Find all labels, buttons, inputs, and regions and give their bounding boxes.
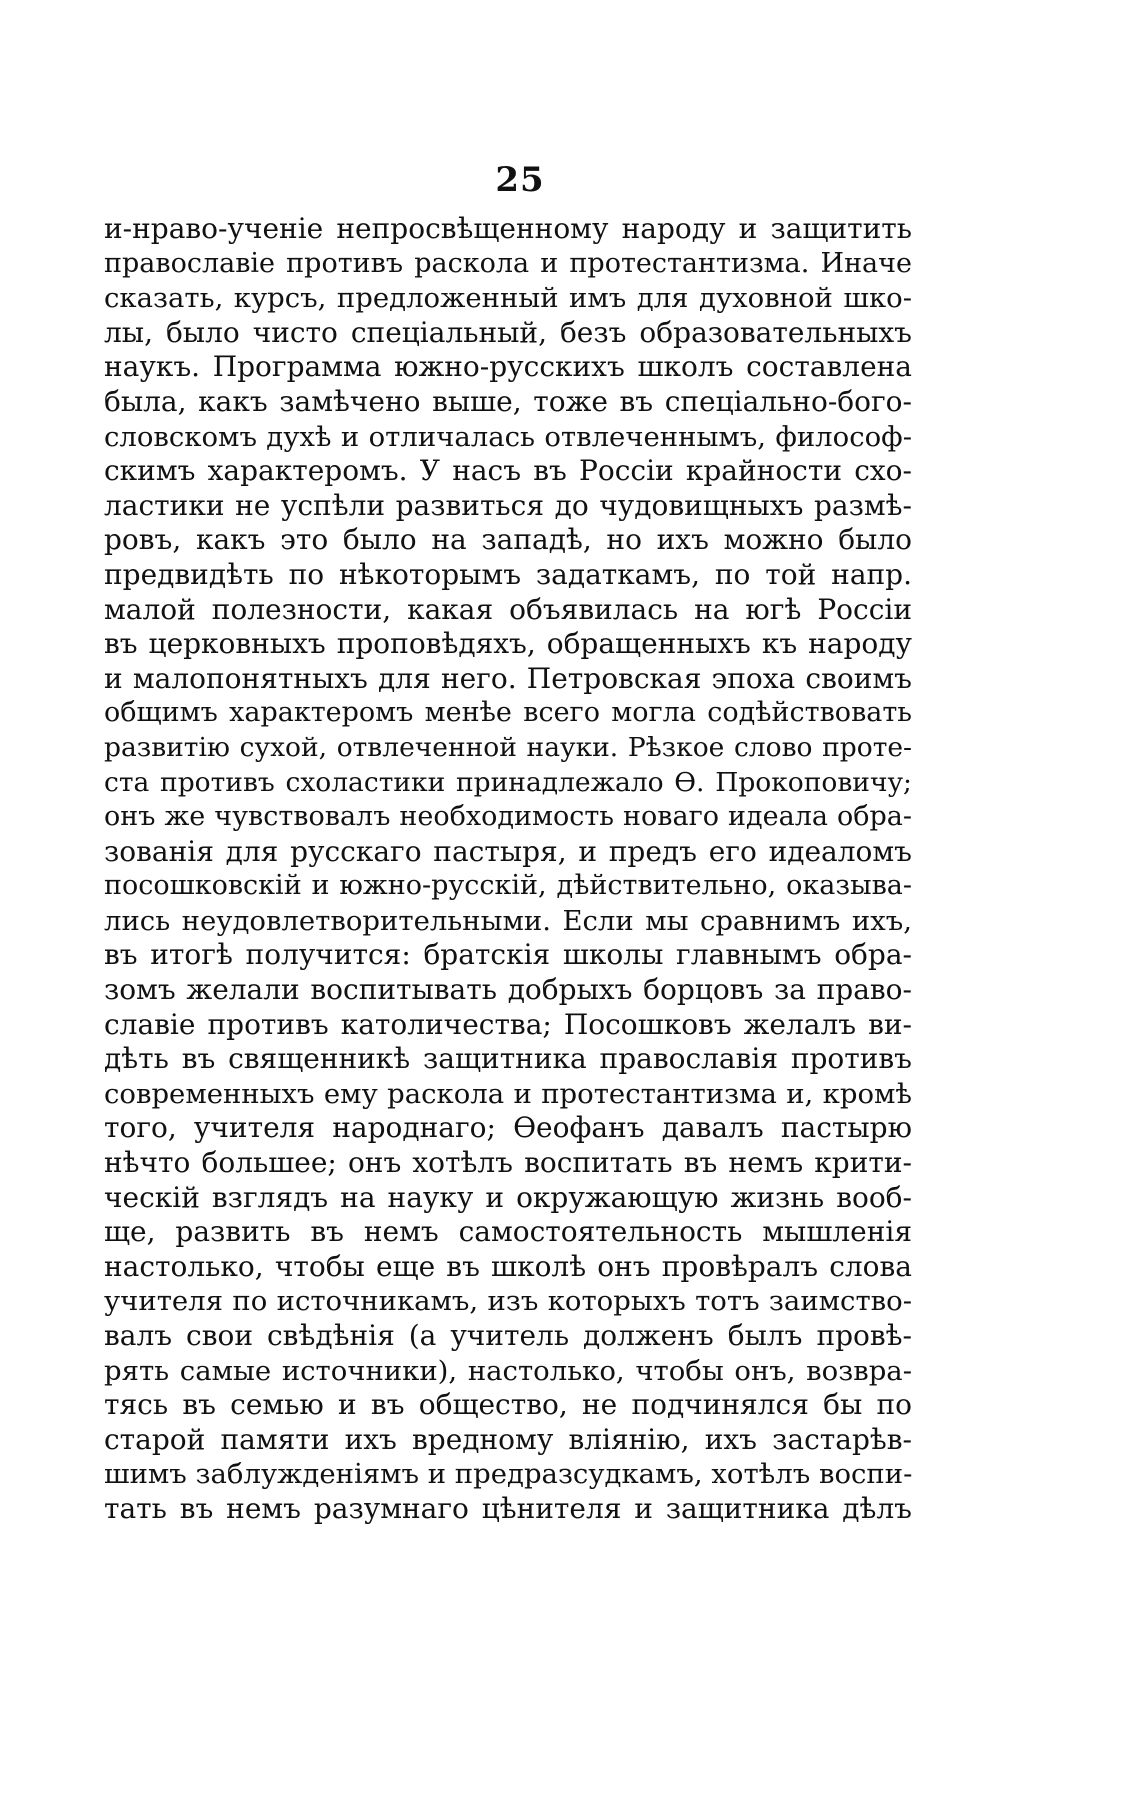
text-line: зованія для русскаго пастыря, и предъ его идеаломъ: [104, 834, 912, 868]
text-line: ластики не успѣли развиться до чудовищныхъ размѣ-: [104, 488, 912, 522]
text-line: зомъ желали воспитывать добрыхъ борцовъ за право-: [104, 973, 912, 1007]
page-number: 25: [495, 160, 545, 200]
text-line: православіе противъ раскола и протестантизма. Иначе: [104, 247, 912, 279]
text-line: предвидѣть по нѣкоторымъ задаткамъ, по той напр.: [104, 557, 912, 591]
text-line: общимъ характеромъ менѣе всего могла содѣйствовать: [104, 697, 912, 729]
text-line: ще, развить въ немъ самостоятельность мышленія: [104, 1215, 912, 1249]
text-line: сказать, курсъ, предложенный имъ для духовной шко-: [104, 282, 912, 315]
text-line: ровъ, какъ это было на западѣ, но ихъ можно было: [104, 523, 912, 557]
text-line: въ итогѣ получится: братскія школы главнымъ обра-: [104, 938, 912, 972]
text-line: малой полезности, какая объявилась на югѣ Россіи: [104, 592, 912, 626]
text-line: шимъ заблужденіямъ и предразсудкамъ, хотѣлъ воспи-: [104, 1458, 912, 1491]
text-line: валъ свои свѣдѣнія (а учитель долженъ былъ провѣ-: [104, 1319, 912, 1352]
text-line: посошковскій и южно-русскій, дѣйствительно, оказыва-: [104, 870, 912, 902]
text-line: лы, было чисто спеціальный, безъ образовательныхъ: [104, 315, 912, 349]
text-line: была, какъ замѣчено выше, тоже въ спеціально-бого-: [104, 384, 912, 418]
text-line: старой памяти ихъ вредному вліянію, ихъ застарѣв-: [104, 1422, 912, 1456]
text-line: и малопонятныхъ для него. Петровская эпоха своимъ: [104, 661, 912, 695]
page-text-body: [104, 212, 912, 1527]
text-line: ческій взглядъ на науку и окружающую жизнь вооб-: [104, 1180, 912, 1214]
text-line: рять самые источники), настолько, чтобы онъ, возвра-: [104, 1354, 912, 1387]
text-line: того, учителя народнаго; Ѳеофанъ давалъ пастырю: [104, 1111, 912, 1145]
text-line: настолько, чтобы еще въ школѣ онъ провѣралъ слова: [104, 1249, 912, 1283]
text-line: словскомъ духѣ и отличалась отвлеченнымъ, философ-: [104, 420, 912, 453]
text-line: и-нраво-ученіе непросвѣщенному народу и защитить: [104, 212, 912, 245]
text-line: лись неудовлетворительными. Если мы сравнимъ ихъ,: [104, 904, 912, 937]
text-line: скимъ характеромъ. У насъ въ Россіи крайности схо-: [104, 454, 912, 488]
text-line: дѣть въ священникѣ защитника православія противъ: [104, 1042, 912, 1076]
text-line: нѣчто большее; онъ хотѣлъ воспитать въ немъ крити-: [104, 1146, 912, 1180]
text-line: развитію сухой, отвлеченной науки. Рѣзкое слово проте-: [104, 731, 912, 763]
text-line: славіе противъ католичества; Посошковъ желалъ ви-: [104, 1007, 912, 1041]
text-line: тясь въ семью и въ общество, не подчинялся бы по: [104, 1388, 912, 1422]
text-line: тать въ немъ разумнаго цѣнителя и защитника дѣлъ: [104, 1491, 912, 1525]
text-line: современныхъ ему раскола и протестантизма и, кромѣ: [104, 1077, 912, 1110]
text-line: въ церковныхъ проповѣдяхъ, обращенныхъ къ народу: [104, 627, 912, 661]
text-line: онъ же чувствовалъ необходимость новаго идеала обра-: [104, 801, 912, 833]
text-line: учителя по источникамъ, изъ которыхъ тотъ заимство-: [104, 1285, 912, 1318]
text-line: наукъ. Программа южно-русскихъ школъ составлена: [104, 350, 912, 384]
text-line: ста противъ схоластики принадлежало Ѳ. Прокоповичу;: [104, 766, 912, 798]
